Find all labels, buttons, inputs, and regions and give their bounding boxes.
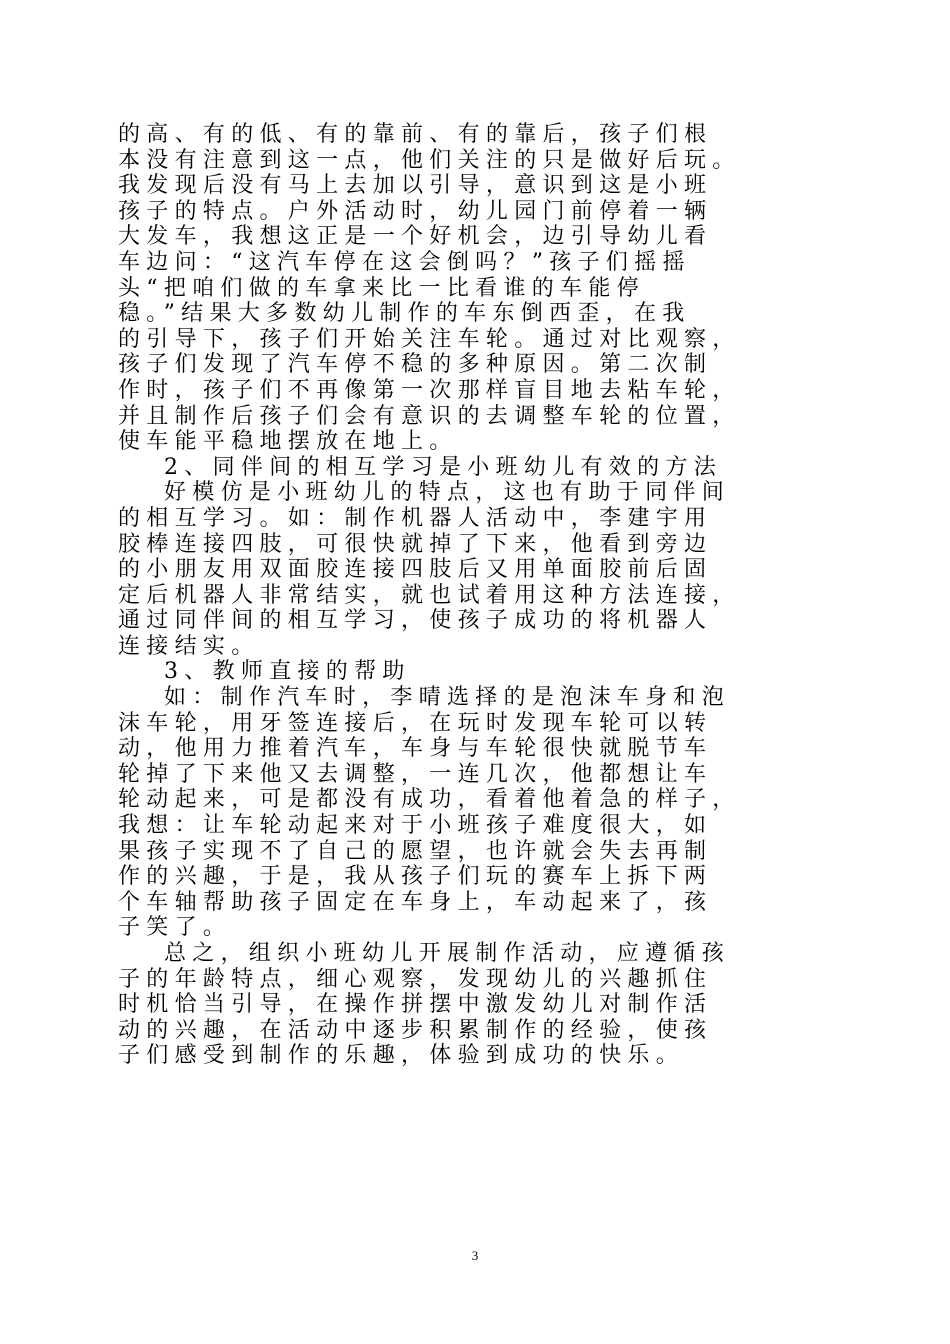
text-line: 时机恰当引导，在操作拼摆中激发幼儿对制作活 (118, 992, 713, 1018)
text-line: 子笑了。 (118, 915, 232, 941)
text-line: 我想：让车轮动起来对于小班孩子难度很大，如 (118, 813, 713, 839)
text-line: 子的年龄特点，细心观察，发现幼儿的兴趣抓住 (118, 966, 713, 992)
page-number: 3 (471, 1248, 479, 1263)
text-line: 孩子的特点。户外活动时，幼儿园门前停着一辆 (118, 198, 713, 224)
body-text (118, 122, 846, 1069)
text-line: 使车能平稳地摆放在地上。 (118, 429, 458, 455)
text-line: 车边问：“这汽车停在这会倒吗？”孩子们摇摇 (118, 249, 691, 275)
text-line: 并且制作后孩子们会有意识的去调整车轮的位置， (118, 403, 741, 429)
text-line: 沫车轮，用牙签连接后，在玩时发现车轮可以转 (118, 710, 713, 736)
text-line: 好模仿是小班幼儿的特点，这也有助于同伴间 (164, 480, 731, 506)
text-line: 总之，组织小班幼儿开展制作活动，应遵循孩 (164, 941, 731, 966)
text-line: 如：制作汽车时，李晴选择的是泡沫车身和泡 (164, 685, 731, 711)
text-line: 通过同伴间的相互学习，使孩子成功的将机器人 (118, 608, 713, 634)
text-line: 孩子们发现了汽车停不稳的多种原因。第二次制 (118, 352, 713, 378)
text-line: 动的兴趣，在活动中逐步积累制作的经验，使孩 (118, 1017, 713, 1043)
text-line: 动，他用力推着汽车，车身与车轮很快就脱节车 (118, 736, 713, 762)
text-line: 的相互学习。如：制作机器人活动中，李建宇用 (118, 505, 713, 531)
text-line: 子们感受到制作的乐趣，体验到成功的快乐。 (118, 1043, 685, 1069)
text-line: 的引导下，孩子们开始关注车轮。通过对比观察， (118, 326, 741, 352)
text-line: 轮掉了下来他又去调整，一连几次，他都想让车 (118, 761, 713, 787)
text-line: 轮动起来，可是都没有成功，看着他着急的样子， (118, 787, 741, 813)
text-line: 稳。”结果大多数幼儿制作的车东倒西歪，在我 (118, 301, 691, 327)
text-line: 个车轴帮助孩子固定在车身上，车动起来了，孩 (118, 889, 713, 915)
text-line: 本没有注意到这一点，他们关注的只是做好后玩。 (118, 147, 741, 173)
text-line: 我发现后没有马上去加以引导，意识到这是小班 (118, 173, 713, 199)
text-line: 果孩子实现不了自己的愿望，也许就会失去再制 (118, 838, 713, 864)
text-line: 胶棒连接四肢，可很快就掉了下来，他看到旁边 (118, 531, 713, 557)
text-line: 作的兴趣，于是，我从孩子们玩的赛车上拆下两 (118, 864, 713, 890)
text-line: 连接结实。 (118, 633, 260, 659)
text-line: 定后机器人非常结实，就也试着用这种方法连接， (118, 582, 741, 608)
text-line: 头“把咱们做的车拿来比一比看谁的车能停 (118, 275, 645, 301)
text-line: 2、同伴间的相互学习是小班幼儿有效的方法 (164, 454, 722, 480)
text-line: 的高、有的低、有的靠前、有的靠后，孩子们根 (118, 122, 713, 147)
text-line: 大发车，我想这正是一个好机会，边引导幼儿看 (118, 224, 713, 250)
text-line: 作时，孩子们不再像第一次那样盲目地去粘车轮， (118, 377, 741, 403)
text-line: 的小朋友用双面胶连接四肢后又用单面胶前后固 (118, 557, 713, 583)
text-line: 3、教师直接的帮助 (164, 659, 411, 685)
